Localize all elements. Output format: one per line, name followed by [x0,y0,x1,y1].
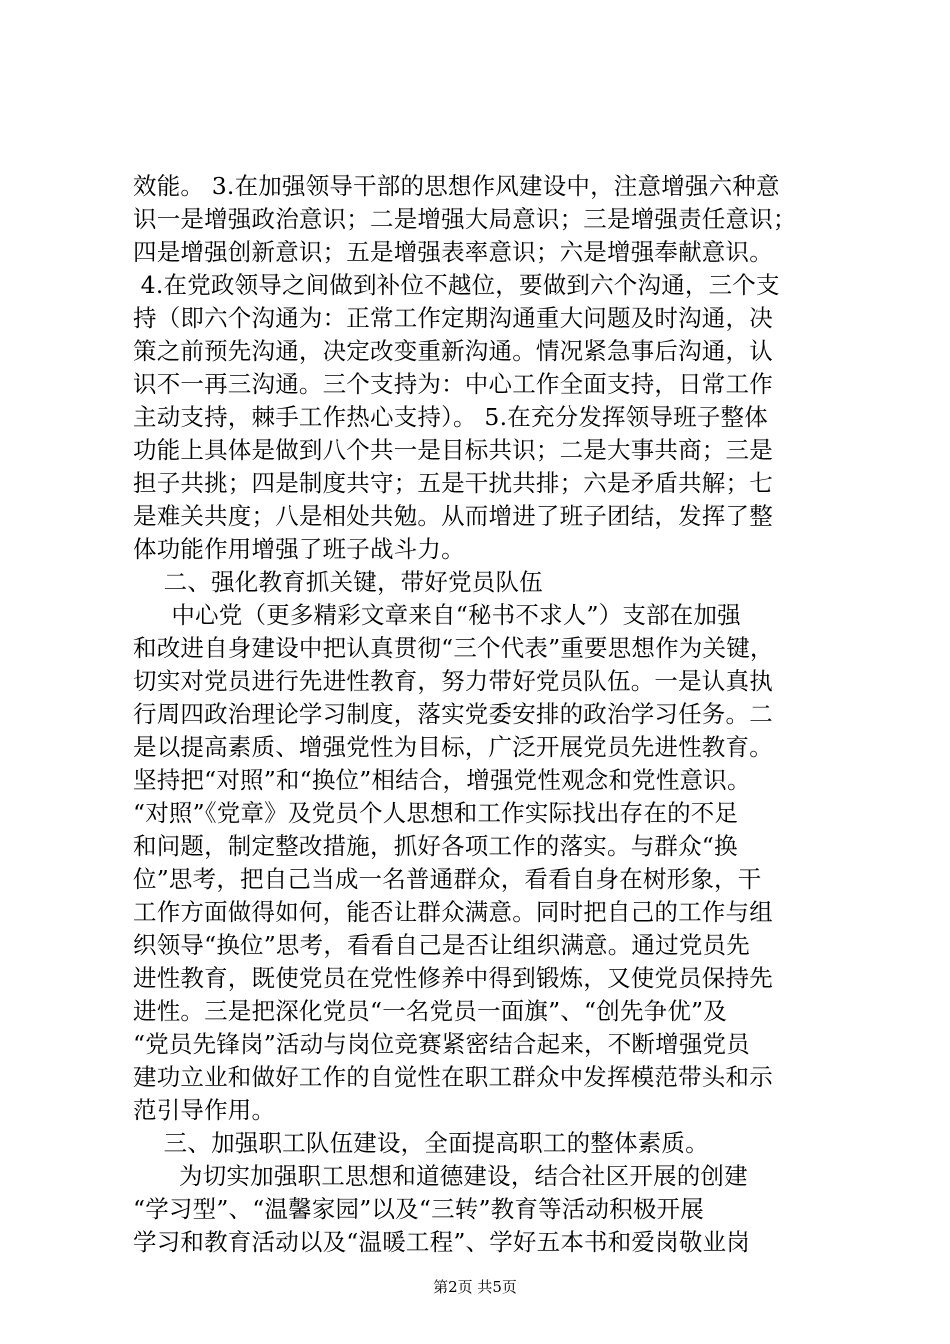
text-line: 学习和教育活动以及“温暖工程”、学好五本书和爱岗敬业岗 [133,1228,750,1256]
text-line: 和改进自身建设中把认真贯彻“三个代表”重要思想作为关键， [133,634,774,662]
text-line: 范引导作用。 [133,1096,276,1124]
text-line: 策之前预先沟通，决定改变重新沟通。情况紧急事后沟通，认 [133,337,773,365]
text-line: 是难关共度；八是相处共勉。从而增进了班子团结，发挥了整 [133,502,773,530]
text-line: 建功立业和做好工作的自觉性在职工群众中发挥模范带头和示 [133,1063,773,1091]
section-heading: 二、强化教育抓关键，带好党员队伍 [133,568,543,596]
section-heading: 三、加强职工队伍建设，全面提高职工的整体素质。 [133,1129,709,1157]
text-line: 进性。三是把深化党员“一名党员一面旗”、“创先争优”及 [133,997,727,1025]
text-line: 四是增强创新意识；五是增强表率意识；六是增强奉献意识。 [133,238,773,266]
text-line: 行周四政治理论学习制度，落实党委安排的政治学习任务。二 [133,700,773,728]
text-line: 位”思考，把自己当成一名普通群众，看看自身在树形象，干 [133,865,762,893]
document-body [133,170,823,1259]
text-line: 效能。 3.在加强领导干部的思想作风建设中，注意增强六种意 [133,172,780,200]
page-number-footer: 第2页 共5页 [433,1278,517,1296]
text-line: 担子共挑；四是制度共守；五是干扰共排；六是矛盾共解；七 [133,469,773,497]
text-line: 主动支持，棘手工作热心支持）。 5.在充分发挥领导班子整体 [133,403,768,431]
text-line: 中心党（更多精彩文章来自“秘书不求人”）支部在加强 [133,601,741,629]
text-line: 识一是增强政治意识；二是增强大局意识；三是增强责任意识； [133,205,797,233]
text-line: 切实对党员进行先进性教育，努力带好党员队伍。一是认真执 [133,667,773,695]
text-line: 为切实加强职工思想和道德建设，结合社区开展的创建 [133,1162,748,1190]
text-line: 是以提高素质、增强党性为目标，广泛开展党员先进性教育。 [133,733,773,761]
text-line: 功能上具体是做到八个共一是目标共识；二是大事共商；三是 [133,436,773,464]
text-line: “对照”《党章》及党员个人思想和工作实际找出存在的不足 [133,799,739,827]
text-line: “学习型”、“温馨家园”以及“三转”教育等活动积极开展 [133,1195,704,1223]
text-line: 工作方面做得如何，能否让群众满意。同时把自己的工作与组 [133,898,773,926]
text-line: 4.在党政领导之间做到补位不越位，要做到六个沟通，三个支 [133,271,780,299]
text-line: 坚持把“对照”和“换位”相结合，增强党性观念和党性意识。 [133,766,751,794]
text-line: 进性教育，既使党员在党性修养中得到锻炼，又使党员保持先 [133,964,773,992]
text-line: 体功能作用增强了班子战斗力。 [133,535,465,563]
text-line: 持（即六个沟通为：正常工作定期沟通重大问题及时沟通，决 [133,304,773,332]
text-line: “党员先锋岗”活动与岗位竞赛紧密结合起来，不断增强党员 [133,1030,750,1058]
text-line: 织领导“换位”思考，看看自己是否让组织满意。通过党员先 [133,931,750,959]
text-line: 和问题，制定整改措施，抓好各项工作的落实。与群众“换 [133,832,738,860]
text-line: 识不一再三沟通。三个支持为：中心工作全面支持，日常工作 [133,370,773,398]
